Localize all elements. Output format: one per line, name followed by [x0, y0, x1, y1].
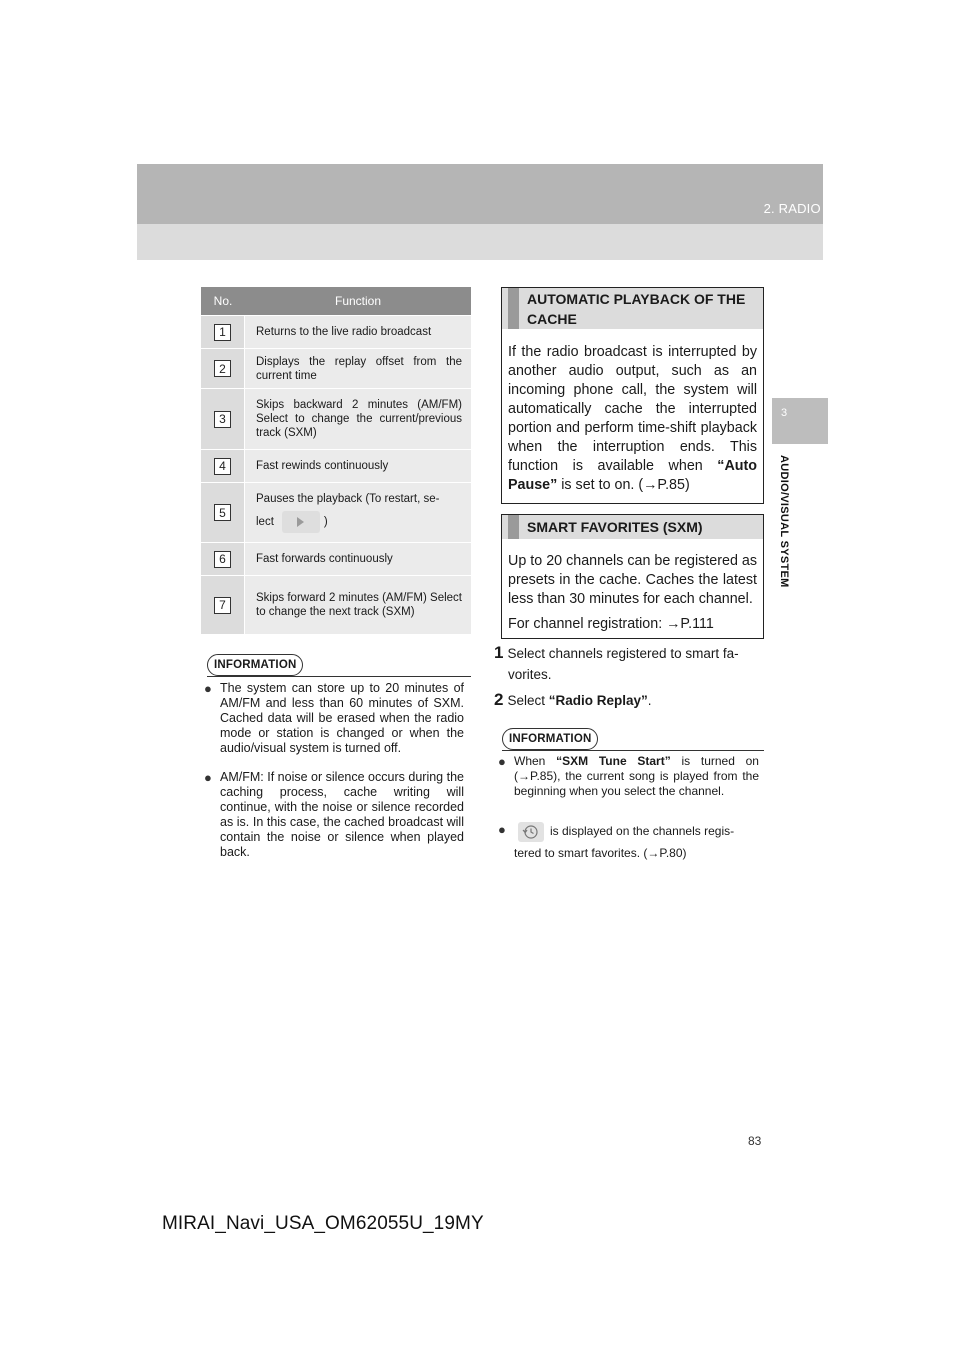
header-function: Function — [334, 294, 382, 308]
info-rule-left — [207, 676, 471, 677]
bullet-icon: ● — [498, 822, 506, 837]
row-function: Pauses the playback (To restart, se- — [256, 493, 440, 505]
row-function: Skips forward 2 minutes (AM/FM) Select to change the next track (SXM) — [256, 592, 462, 618]
chapter-number: 3 — [781, 407, 788, 419]
step-2: 2 Select “Radio Replay”. — [494, 690, 652, 709]
chapter-label: AUDIO/VISUAL SYSTEM — [778, 455, 790, 588]
header-band — [137, 164, 823, 224]
section-body: Up to 20 channels can be registered as presets in the cache. Caches the latest less than 30 minutes for each channel. For channel registration: →P.111 — [508, 553, 757, 632]
row-number: 4 — [214, 458, 231, 475]
row-number: 1 — [214, 324, 231, 341]
section-heading: AUTOMATIC PLAYBACK OF THE CACHE — [502, 288, 763, 329]
document-footer: MIRAI_Navi_USA_OM62055U_19MY — [162, 1213, 484, 1234]
bullet-icon: ● — [204, 681, 212, 696]
info-bullet: ● The system can store up to 20 minutes of AM/FM and less than 60 minutes of SXM. Cached data will be erased when the radio mode or station is changed or when the audio/visual system is turned off. — [204, 681, 464, 755]
page-number: 83 — [748, 1134, 762, 1148]
info-rule-right — [502, 750, 764, 751]
row-function-select: lect — [256, 516, 274, 528]
row-function-close: ) — [323, 516, 328, 528]
row-number: 6 — [214, 551, 231, 568]
step-1: 1 Select channels registered to smart fa- vorites. — [494, 643, 739, 682]
row-number: 5 — [214, 504, 231, 521]
table-row — [201, 575, 471, 634]
info-badge-left: INFORMATION — [207, 654, 303, 676]
row-function: Fast rewinds continuously — [256, 460, 389, 472]
table-header — [201, 287, 471, 315]
row-function: Returns to the live radio broadcast — [256, 326, 432, 338]
bullet-icon: ● — [204, 770, 212, 785]
info-bullet: ● is displayed on the channels regis- tered to smart favorites. (→P.80) — [498, 822, 735, 860]
row-number: 2 — [214, 360, 231, 377]
info-bullet: ● AM/FM: If noise or silence occurs during the caching process, cache writing will continue, with the noise or silence recorded as is. In this case, the cached broadcast will contain the noise or silence when played back. — [204, 770, 464, 859]
table-row — [201, 315, 471, 348]
header-subband — [137, 224, 823, 260]
play-icon — [282, 511, 320, 533]
smart-favorites-section — [501, 514, 764, 639]
row-number: 3 — [214, 411, 231, 428]
section-title: 2. RADIO OPERATION — [763, 201, 902, 216]
row-function: Fast forwards continuously — [256, 553, 393, 565]
info-badge-right: INFORMATION — [502, 728, 598, 750]
table-row — [201, 482, 471, 542]
history-icon — [518, 822, 544, 842]
table-row — [201, 449, 471, 482]
table-row — [201, 388, 471, 449]
auto-playback-section — [501, 287, 764, 504]
section-heading: SMART FAVORITES (SXM) — [502, 515, 763, 539]
bullet-icon: ● — [498, 754, 506, 769]
table-row — [201, 348, 471, 388]
chapter-tab — [772, 398, 828, 444]
header-no: No. — [213, 294, 233, 308]
section-body: If the radio broadcast is interrupted by another audio output, such as an incoming phone call, the system will automatically cache the interrupted portion and perform time-shift playback when the interruption ends. This function is available when “Auto Pause” is set to on. (→P.85) — [508, 344, 757, 493]
row-function: Displays the replay offset from the current time — [256, 355, 462, 382]
table-row — [201, 542, 471, 575]
function-table — [201, 287, 471, 634]
row-number: 7 — [214, 597, 231, 614]
row-function: Skips backward 2 minutes (AM/FM) Select to change the current/previous track (SXM) — [256, 399, 462, 439]
info-bullet: ● When “SXM Tune Start” is turned on (→P.85), the current song is played from the beginning when you select the channel. — [498, 754, 759, 798]
